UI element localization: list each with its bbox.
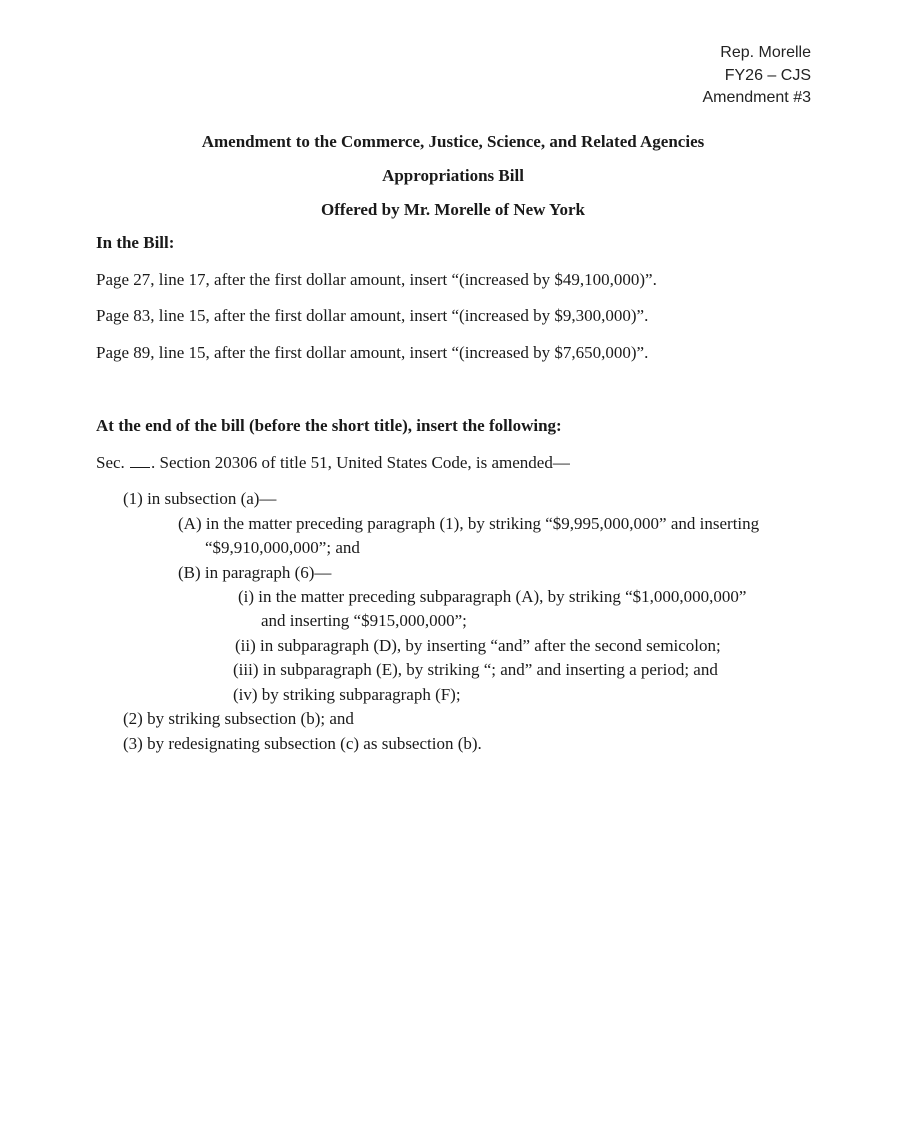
bill-instruction-1: Page 27, line 17, after the first dollar amount, insert “(increased by $49,100,000)”. bbox=[96, 270, 657, 289]
title-line-1: Amendment to the Commerce, Justice, Science, and Related Agencies bbox=[201, 132, 705, 151]
paragraph-2: (2) by striking subsection (b); and bbox=[123, 709, 354, 728]
paragraph-1: (1) in subsection (a)— bbox=[123, 489, 277, 508]
document-header bbox=[702, 42, 811, 110]
section-intro bbox=[96, 453, 570, 473]
paragraph-1Bi-line-2: and inserting “$915,000,000”; bbox=[261, 611, 467, 630]
paragraph-1A-line-1: (A) in the matter preceding paragraph (1), by striking “$9,995,000,000” and inserting bbox=[178, 514, 760, 533]
title-line-2: Appropriations Bill bbox=[382, 166, 524, 185]
sec-text: . Section 20306 of title 51, United States Code, is amended— bbox=[151, 453, 570, 472]
amendment-number: Amendment #3 bbox=[702, 89, 811, 106]
bill-label: FY26 – CJS bbox=[724, 66, 811, 84]
sponsor-label: Rep. Morelle bbox=[720, 44, 811, 61]
paragraph-1A-line-2: “$9,910,000,000”; and bbox=[205, 538, 360, 557]
paragraph-1Bii: (ii) in subparagraph (D), by inserting “and” after the second semicolon; bbox=[235, 636, 721, 655]
paragraph-1Biii: (iii) in subparagraph (E), by striking “; and” and inserting a period; and bbox=[233, 660, 718, 679]
bill-instruction-2: Page 83, line 15, after the first dollar amount, insert “(increased by $9,300,000)”. bbox=[96, 306, 649, 325]
in-the-bill-heading: In the Bill: bbox=[96, 233, 175, 252]
end-of-bill-heading: At the end of the bill (before the short title), insert the following: bbox=[96, 416, 562, 435]
section-number-blank bbox=[130, 454, 150, 468]
paragraph-1B: (B) in paragraph (6)— bbox=[178, 563, 332, 582]
paragraph-1Bi-line-1: (i) in the matter preceding subparagraph (A), by striking “$1,000,000,000” bbox=[238, 587, 747, 606]
paragraph-1Biv: (iv) by striking subparagraph (F); bbox=[233, 685, 461, 704]
paragraph-3: (3) by redesignating subsection (c) as subsection (b). bbox=[123, 734, 482, 753]
bill-instruction-3: Page 89, line 15, after the first dollar amount, insert “(increased by $7,650,000)”. bbox=[96, 343, 649, 362]
title-line-3: Offered by Mr. Morelle of New York bbox=[321, 200, 585, 219]
sec-prefix: Sec. bbox=[96, 453, 125, 472]
